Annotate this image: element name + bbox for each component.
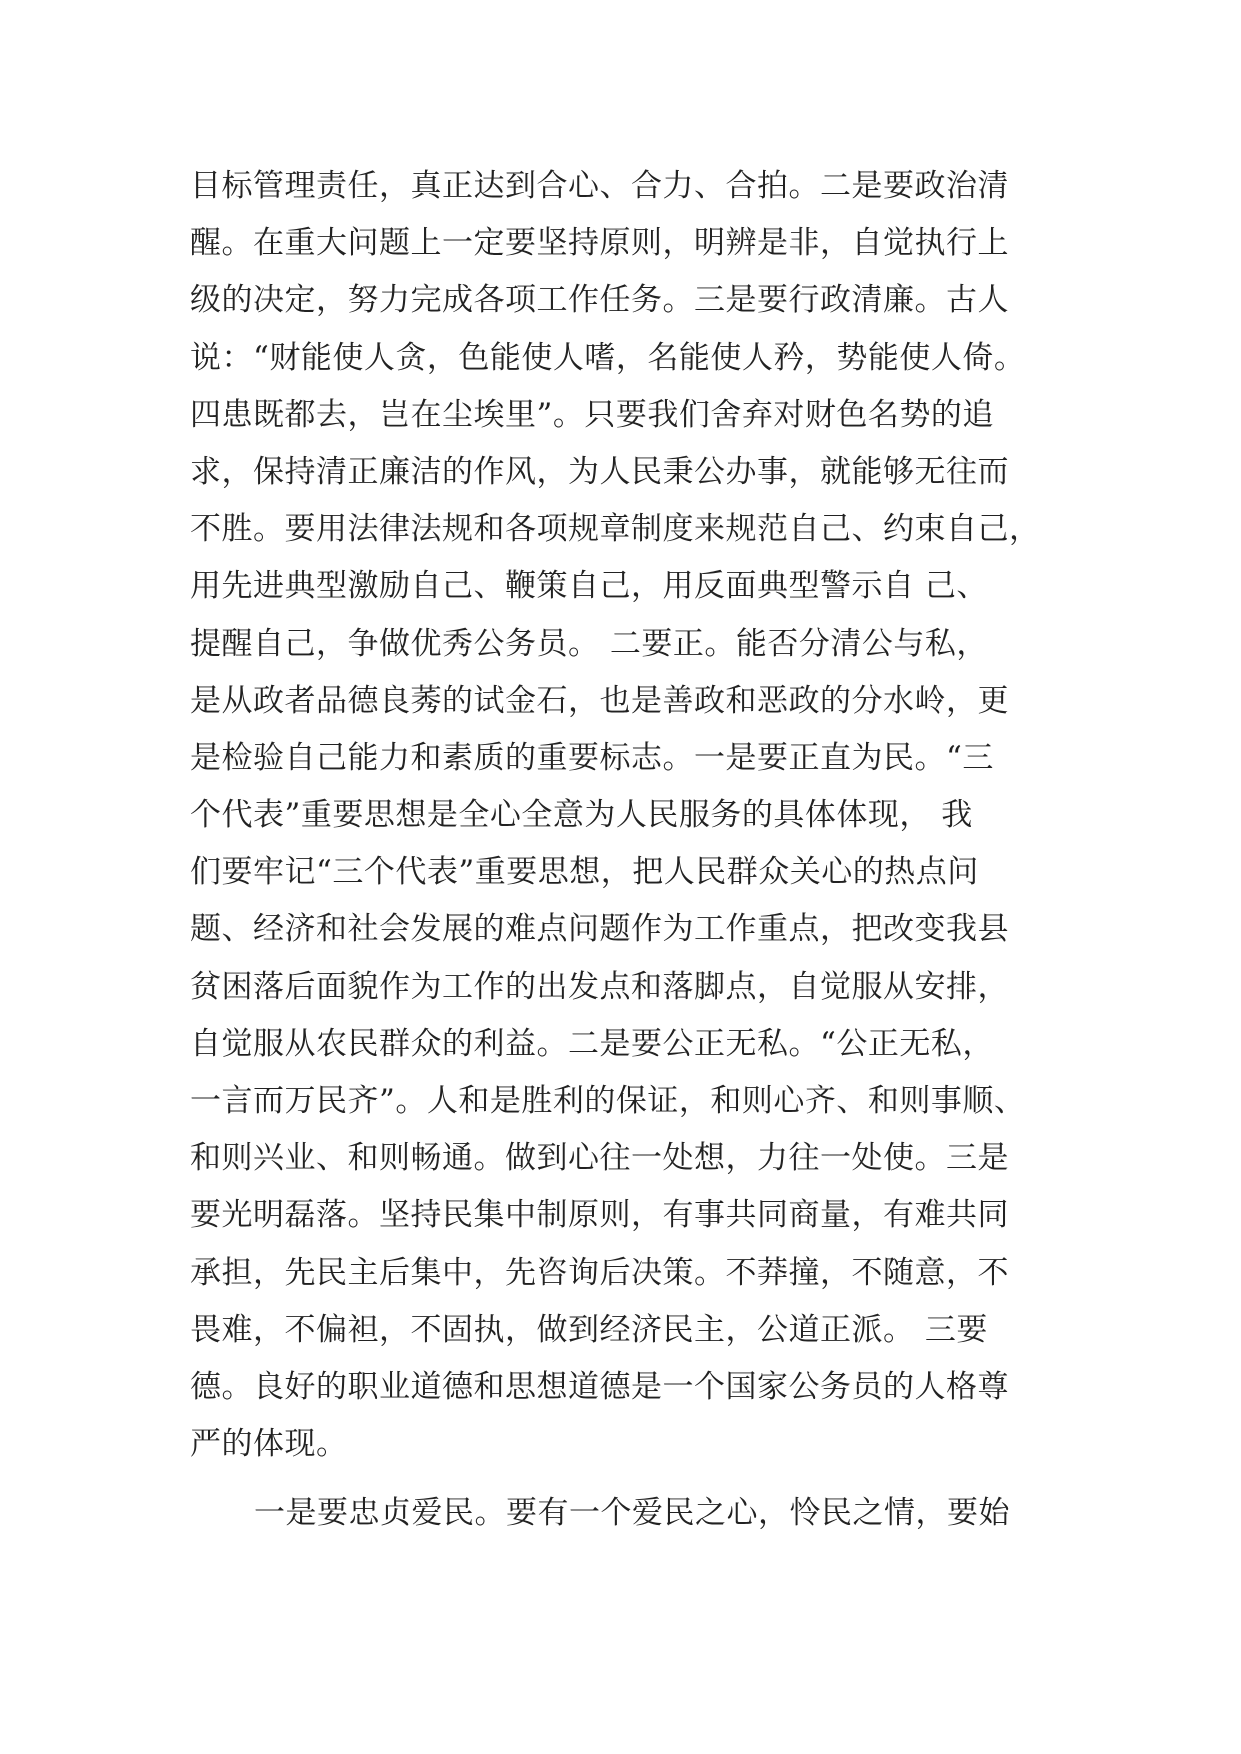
text-line: 是从政者品德良莠的试金石，也是善政和恶政的分水岭，更 — [190, 682, 1009, 719]
body-text — [190, 158, 1070, 1543]
text-line: 目标管理责任，真正达到合心、合力、合拍。二是要政治清 — [190, 168, 1009, 204]
text-line: 畏难，不偏袒，不固执，做到经济民主，公道正派。 三要 — [190, 1311, 988, 1348]
text-line: 严的体现。 — [190, 1426, 348, 1463]
text-line: 承担，先民主后集中，先咨询后决策。不莽撞，不随意，不 — [190, 1254, 1009, 1291]
text-line: 说：“财能使人贪，色能使人嗜，名能使人矜，势能使人倚。 — [190, 339, 1026, 376]
text-line: 求，保持清正廉洁的作风，为人民秉公办事，就能够无往而 — [190, 453, 1009, 490]
text-line: 贫困落后面貌作为工作的出发点和落脚点，自觉服从安排， — [190, 968, 1009, 1005]
text-line: 德。良好的职业道德和思想道德是一个国家公务员的人格尊 — [190, 1368, 1009, 1405]
text-line: 们要牢记“三个代表”重要思想，把人民群众关心的热点问 — [190, 854, 979, 891]
text-line: 自觉服从农民群众的利益。二是要公正无私。“公正无私， — [190, 1025, 994, 1062]
text-line: 用先进典型激励自己、鞭策自己，用反面典型警示自 己、 — [190, 568, 988, 605]
text-line: 醒。在重大问题上一定要坚持原则，明辨是非，自觉执行上 — [190, 225, 1009, 262]
text-line: 是检验自己能力和素质的重要标志。一是要正直为民。“三 — [190, 739, 994, 776]
paragraph-first-line: 一是要忠贞爱民。要有一个爱民之心，怜民之情，要始 — [254, 1495, 1010, 1532]
text-line: 级的决定，努力完成各项工作任务。三是要行政清廉。古人 — [190, 282, 1009, 319]
text-line: 要光明磊落。坚持民集中制原则，有事共同商量，有难共同 — [190, 1197, 1009, 1234]
text-line: 个代表”重要思想是全心全意为人民服务的具体体现， 我 — [190, 797, 973, 834]
text-line: 一言而万民齐”。人和是胜利的保证，和则心齐、和则事顺、 — [190, 1083, 1026, 1119]
text-line: 不胜。要用法律法规和各项规章制度来规范自己、约束自己， — [190, 511, 1041, 548]
text-line: 和则兴业、和则畅通。做到心往一处想，力往一处使。三是 — [190, 1140, 1009, 1177]
text-line: 提醒自己，争做优秀公务员。 二要正。能否分清公与私， — [190, 625, 988, 662]
text-line: 题、经济和社会发展的难点问题作为工作重点，把改变我县 — [190, 911, 1009, 948]
text-line: 四患既都去，岂在尘埃里”。只要我们舍弃对财色名势的追 — [190, 396, 994, 433]
